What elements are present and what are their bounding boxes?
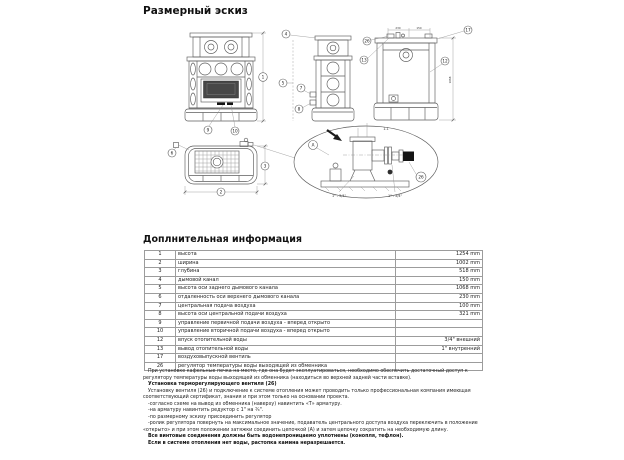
row-value: 518 mm: [396, 268, 483, 277]
callout-7: [297, 84, 305, 92]
callout-17: [464, 26, 472, 34]
svg-text:10: 10: [232, 128, 238, 134]
svg-text:26: 26: [364, 38, 370, 44]
note-warning: Все винтовые соединения должны быть водонепроницаемо уплотнены (конопля, тефлон).: [148, 434, 404, 440]
row-description: высота: [176, 251, 396, 260]
svg-text:12: 12: [442, 58, 448, 64]
svg-text:13: 13: [361, 57, 367, 63]
callout-4: [282, 30, 290, 38]
callout-5: [279, 79, 287, 87]
detail-dim-right: 1" - 3/4": [387, 194, 403, 198]
row-value: [396, 319, 483, 328]
row-value: [396, 328, 483, 337]
dimensional-sketch: [143, 24, 485, 232]
row-description: впуск отопительной воды: [176, 336, 396, 345]
svg-text:2: 2: [219, 189, 223, 195]
dimension-depth: [257, 145, 269, 186]
row-value: 1254 mm: [396, 251, 483, 260]
callout-A: [309, 141, 318, 150]
regulator-knob: [403, 152, 414, 162]
table-row: [145, 336, 483, 345]
table-row: [145, 251, 483, 260]
note-list-item: -по размерному эскизу присоединить регулятор: [148, 414, 272, 420]
page-title: Размерный эскиз: [143, 5, 248, 17]
svg-text:7: 7: [299, 85, 303, 91]
table-row: [145, 293, 483, 302]
svg-text:150: 150: [416, 25, 422, 30]
note-warning: Если в системе отопления нет воды, растопка камина неразрешается.: [148, 440, 346, 446]
table-row: [145, 268, 483, 277]
dimension-width: [184, 186, 259, 196]
table-row: [145, 276, 483, 285]
table-row: [145, 354, 483, 363]
svg-text:A: A: [311, 142, 315, 148]
svg-text:5: 5: [281, 80, 285, 86]
svg-text:4: 4: [284, 31, 288, 37]
row-value: 321 mm: [396, 311, 483, 320]
table-row: [145, 328, 483, 337]
side-view: [279, 30, 354, 121]
row-description: вывод отопительной воды: [176, 345, 396, 354]
row-description: ширина: [176, 259, 396, 268]
row-value: 1068 mm: [396, 285, 483, 294]
table-row: [145, 319, 483, 328]
row-number: 10: [145, 328, 176, 337]
svg-text:1068: 1068: [448, 76, 452, 84]
row-number: 13: [145, 345, 176, 354]
row-value: 100 mm: [396, 302, 483, 311]
callout-6: [168, 149, 176, 157]
callout-10: [231, 127, 239, 135]
table-row: [145, 259, 483, 268]
row-description: управление вторичной подачи воздуха - вперед открыто: [176, 328, 396, 337]
row-description: высота оси центральной подачи воздуха: [176, 311, 396, 320]
row-number: 2: [145, 259, 176, 268]
row-value: 230 mm: [396, 293, 483, 302]
row-description: отдаленность оси верхнего дымового канала: [176, 293, 396, 302]
row-number: 3: [145, 268, 176, 277]
callout-9: [204, 126, 212, 134]
valve-assembly: [321, 137, 409, 187]
callout-26-detail: [416, 172, 426, 182]
svg-text:17: 17: [465, 27, 471, 33]
svg-text:3: 3: [263, 163, 267, 169]
row-description: высота оси заднего дымового канала: [176, 285, 396, 294]
row-number: 17: [145, 354, 176, 363]
rear-height-dimension: [439, 37, 456, 122]
note-list-item: -ролик регулятора повернуть на максимальное значение, подаватель центрального доступа воздуха переключить в положение «открыто» и при этом положении затяжки соединить цепочкой (A) и затем цепочку сократить на необходимую длину.: [143, 421, 478, 433]
section-title-additional-info: Доплнительная информация: [143, 234, 302, 245]
row-number: 4: [145, 276, 176, 285]
row-number: 26: [145, 362, 176, 371]
note-list-item: -на арматуру навинтить редуктор с 1" на ¾".: [148, 408, 264, 414]
row-value: 3/4" внешний: [396, 336, 483, 345]
note-subheading: Установка терморегулирующего вентиля (26): [148, 382, 277, 388]
row-number: 8: [145, 311, 176, 320]
detail-view: [254, 123, 438, 198]
row-value: [396, 354, 483, 363]
svg-text:230: 230: [395, 25, 401, 30]
drawing-canvas: [143, 24, 485, 232]
front-view: [185, 32, 267, 136]
table-row: [145, 345, 483, 354]
row-number: 7: [145, 302, 176, 311]
row-number: 9: [145, 319, 176, 328]
row-value: 1" внутренний: [396, 345, 483, 354]
row-description: регулятор температуры воды выходящей из обменника: [176, 362, 396, 371]
note-list-item: -согласно схеме на вывод из обменника (наверху) навинтить «Т» арматуру.: [148, 401, 342, 407]
installation-notes: [143, 369, 484, 447]
row-description: дымовой канал: [176, 276, 396, 285]
svg-text:6: 6: [170, 150, 174, 156]
row-description: глубина: [176, 268, 396, 277]
section-label: 1-1: [383, 127, 389, 131]
row-number: 6: [145, 293, 176, 302]
callout-13: [360, 56, 368, 64]
svg-text:1: 1: [261, 74, 265, 80]
callout-8: [295, 105, 303, 113]
svg-text:9: 9: [206, 127, 210, 133]
note-paragraph: Установку вентиля (26) и подключение к системе отопления может проводить только профессиональная компания имеющая соответствующий сертификат, знания и при этом только на основании проекта.: [143, 388, 471, 401]
callout-12: [441, 57, 449, 65]
table-row: [145, 285, 483, 294]
row-value: 1002 mm: [396, 259, 483, 268]
rear-view: [360, 26, 472, 122]
row-description: воздуховыпускной вентиль: [176, 354, 396, 363]
svg-text:26: 26: [418, 174, 424, 180]
table-row: [145, 311, 483, 320]
row-number: 5: [145, 285, 176, 294]
top-view: [168, 138, 269, 196]
row-value: 150 mm: [396, 276, 483, 285]
note-paragraph: При установке кафельные печка на место, где она будет эксплуатироваться, необходимо обеспечить достаточный доступ к регулятору температуры воды выходящей из обменника (находиться во верхней задней части вставке).: [143, 369, 468, 381]
svg-text:8: 8: [297, 106, 301, 112]
callout-26: [363, 37, 371, 45]
table-row: [145, 302, 483, 311]
detail-dim-left: 1" - 3/4": [331, 194, 347, 198]
dimensions-table: [144, 250, 483, 371]
row-description: центральная подача воздуха: [176, 302, 396, 311]
row-description: управление первичной подачи воздуха - вперед открыто: [176, 319, 396, 328]
row-number: 12: [145, 336, 176, 345]
row-number: 1: [145, 251, 176, 260]
